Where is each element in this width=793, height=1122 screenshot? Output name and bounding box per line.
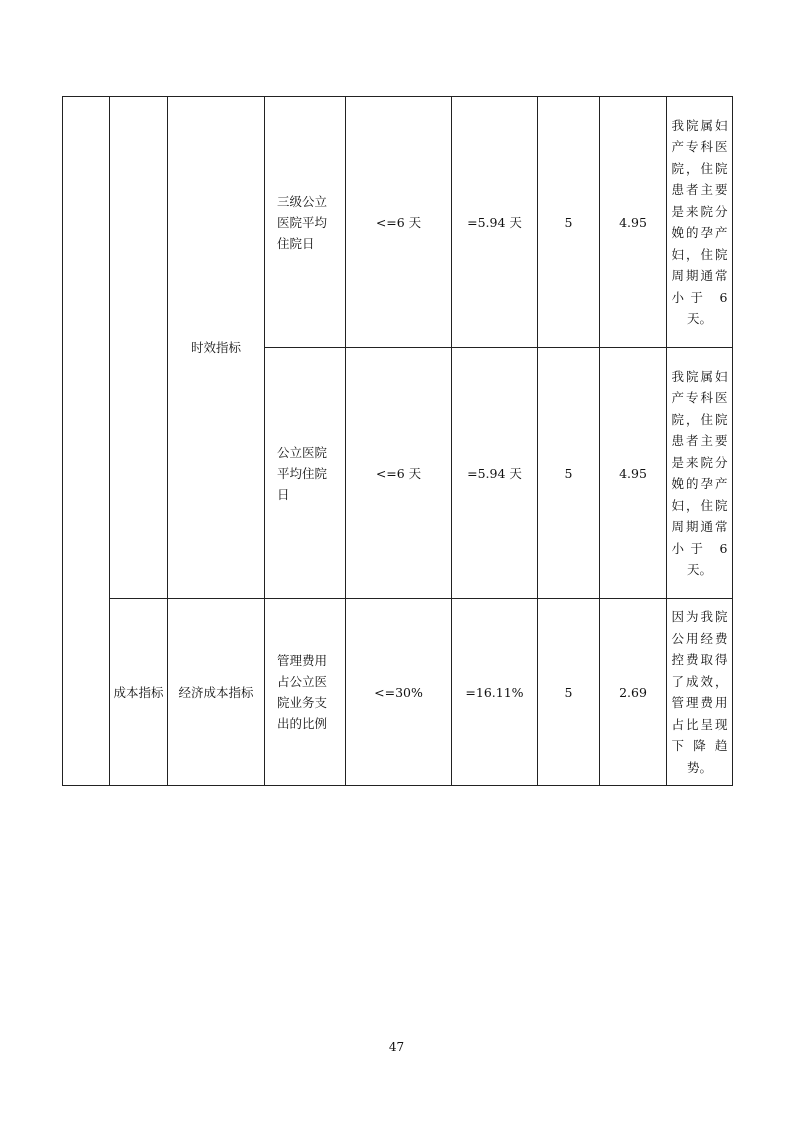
indicator-text: 公立医院平均住院日 xyxy=(277,444,328,502)
table-row xyxy=(63,599,733,786)
indicator-cell xyxy=(265,97,346,348)
weight-cell: 5 xyxy=(538,599,600,786)
note-cell xyxy=(667,599,733,786)
target-cell: <=6 天 xyxy=(346,348,452,599)
note-cell xyxy=(667,97,733,348)
indicator-cell xyxy=(265,599,346,786)
note-text: 我院属妇产专科医院，住院患者主要是来院分娩的孕产妇，住院周期通常小于 6 天。 xyxy=(671,117,728,326)
page-number: 47 xyxy=(388,1040,405,1054)
performance-table xyxy=(62,96,733,786)
target-cell: <=6 天 xyxy=(346,97,452,348)
section-label-cost-text: 成本指标 xyxy=(113,684,164,700)
indicator-cell xyxy=(265,348,346,599)
actual-cell: =5.94 天 xyxy=(452,97,538,348)
score-cell: 4.95 xyxy=(600,97,667,348)
section-label-timeliness: 时效指标 xyxy=(168,97,265,599)
note-text: 我院属妇产专科医院，住院患者主要是来院分娩的孕产妇，住院周期通常小于 6 天。 xyxy=(671,368,728,577)
score-cell: 2.69 xyxy=(600,599,667,786)
indicator-text: 管理费用占公立医院业务支出的比例 xyxy=(277,653,328,731)
weight-cell: 5 xyxy=(538,97,600,348)
weight-cell: 5 xyxy=(538,348,600,599)
actual-cell: =16.11% xyxy=(452,599,538,786)
level2-cell xyxy=(110,97,168,599)
table-row xyxy=(63,97,733,348)
section-label-economic-cost: 经济成本指标 xyxy=(168,599,265,786)
level1-cell xyxy=(63,97,110,786)
indicator-text: 三级公立医院平均住院日 xyxy=(277,193,328,251)
section-label-cost xyxy=(110,599,168,786)
target-cell: <=30% xyxy=(346,599,452,786)
score-cell: 4.95 xyxy=(600,348,667,599)
actual-cell: =5.94 天 xyxy=(452,348,538,599)
note-cell xyxy=(667,348,733,599)
note-text: 因为我院公用经费控费取得了成效，管理费用占比呈现下降趋势。 xyxy=(671,609,728,775)
